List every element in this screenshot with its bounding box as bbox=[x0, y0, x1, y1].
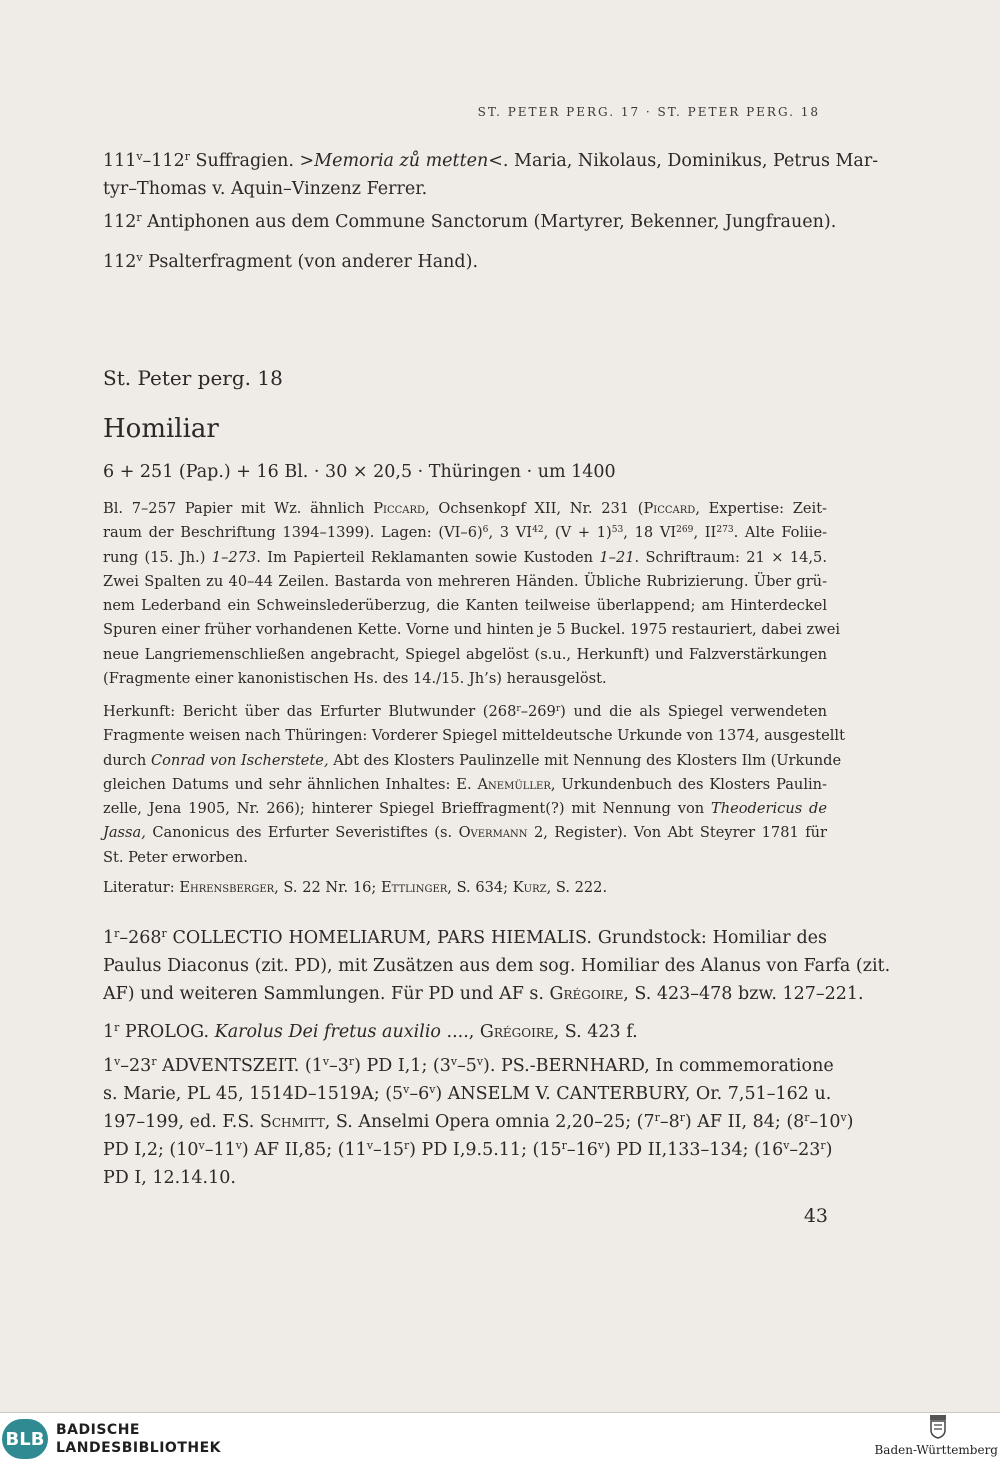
folio-superscript: v bbox=[429, 1083, 436, 1097]
folio-superscript: r bbox=[136, 211, 142, 225]
folio-superscript: r bbox=[804, 1111, 810, 1125]
folio-superscript: r bbox=[161, 927, 167, 941]
text-line: gleichen Datums und sehr ähnlichen Inhaltes: E. Anemüller, Urkundenbuch des Klosters Paulin- bbox=[103, 775, 827, 793]
folio-superscript: r bbox=[403, 1139, 410, 1153]
folio-superscript: v bbox=[136, 150, 143, 164]
folio-superscript: r bbox=[555, 704, 561, 715]
library-name-line1: BADISCHE bbox=[56, 1422, 140, 1438]
text-line: (Fragmente einer kanonistischen Hs. des 14./15. Jh’s) herausgelöst. bbox=[103, 670, 607, 688]
paragraph-p10 bbox=[103, 1052, 854, 1192]
text-line: 6 + 251 (Pap.) + 16 Bl. · 30 × 20,5 · Thüringen · um 1400 bbox=[103, 462, 616, 482]
text-line: 111$^v$–112$^r$ Suffragien. >Memoria zů metten<. Maria, Nikolaus, Dominikus, Petrus Mar- bbox=[103, 150, 879, 171]
manuscript-shelfmark: St. Peter perg. 18 bbox=[103, 366, 283, 390]
author-name: Piccard bbox=[373, 500, 426, 517]
folio-superscript: r bbox=[348, 1055, 355, 1069]
italic-text: Conrad von Ischerstete, bbox=[150, 751, 329, 769]
italic-text: Karolus Dei fretus auxilio bbox=[214, 1022, 441, 1042]
text-line: neue Langriemenschließen angebracht, Spiegel abgelöst (s.u., Herkunft) und Falzverstärkungen bbox=[103, 645, 827, 663]
blb-logo[interactable]: BLB bbox=[2, 1419, 48, 1459]
text-line: Literatur: Ehrensberger, S. 22 Nr. 16; Ettlinger, S. 634; Kurz, S. 222. bbox=[103, 879, 608, 896]
italic-text: Memoria zů metten bbox=[314, 151, 489, 171]
text-line: Spuren einer früher vorhandenen Kette. Vorne und hinten je 5 Buckel. 1975 restauriert, dabei zwei bbox=[103, 621, 841, 639]
text-line: Herkunft: Bericht über das Erfurter Blutwunder (268$^r$–269$^r$) und die als Spiegel verwendeten bbox=[103, 703, 828, 720]
author-name: Anemüller bbox=[477, 775, 551, 793]
author-name: Piccard bbox=[643, 500, 696, 517]
text-line: 1$^r$ PROLOG. Karolus Dei fretus auxilio ...., Grégoire, S. 423 f. bbox=[103, 1021, 638, 1042]
folio-superscript: r bbox=[561, 1139, 567, 1153]
folio-superscript: r bbox=[114, 927, 120, 941]
state-label: Baden-Württemberg bbox=[874, 1443, 998, 1457]
text-line: rung (15. Jh.) 1–273. Im Papierteil Reklamanten sowie Kustoden 1–21. Schriftraum: 21 × 14,5. bbox=[103, 548, 827, 566]
paragraph-p8 bbox=[103, 924, 891, 1008]
folio-superscript: r bbox=[820, 1139, 826, 1153]
folio-superscript: v bbox=[136, 251, 143, 265]
italic-text: 1–21 bbox=[599, 548, 635, 566]
text-line: 112$^r$ Antiphonen aus dem Commune Sanctorum (Martyrer, Bekenner, Jungfrauen). bbox=[103, 211, 837, 232]
text-line: durch Conrad von Ischerstete, Abt des Klosters Paulinzelle mit Nennung des Klosters Ilm (Urkunde bbox=[103, 751, 842, 769]
text-line: Bl. 7–257 Papier mit Wz. ähnlich Piccard, Ochsenkopf XII, Nr. 231 (Piccard, Expertise: Zeit- bbox=[103, 500, 827, 517]
text-line: 112$^v$ Psalterfragment (von anderer Hand). bbox=[103, 251, 479, 272]
text-line: Paulus Diaconus (zit. PD), mit Zusätzen aus dem sog. Homiliar des Alanus von Farfa (zit. bbox=[103, 956, 891, 976]
author-name: Ehrensberger bbox=[179, 879, 275, 896]
folio-superscript: 6 bbox=[482, 525, 489, 536]
folio-superscript: v bbox=[403, 1083, 410, 1097]
folio-superscript: v bbox=[198, 1139, 205, 1153]
text-line: raum der Beschriftung 1394–1399). Lagen: $(VI-6)^6$, 3 VI$^{42}$, $(V + 1)^{53}$, 18 VI$^{269}$, II$^{273}$. Alte Foliie- bbox=[103, 524, 828, 542]
text-line: s. Marie, PL 45, 1514D–1519A; (5$^v$–6$^v$) ANSELM V. CANTERBURY, Or. 7,51–162 u. bbox=[103, 1083, 832, 1104]
folio-superscript: 42 bbox=[532, 525, 544, 536]
folio-superscript: v bbox=[366, 1139, 373, 1153]
author-name: Grégoire bbox=[549, 984, 624, 1004]
manuscript-title: Homiliar bbox=[103, 414, 219, 444]
library-footer bbox=[0, 1412, 1000, 1465]
paragraph-p1 bbox=[103, 147, 879, 203]
folio-superscript: v bbox=[840, 1111, 847, 1125]
text-line: 197–199, ed. F.S. Schmitt, S. Anselmi Opera omnia 2,20–25; (7$^r$–8$^r$) AF II, 84; (8$^r$–10$^v$) bbox=[103, 1111, 854, 1132]
author-name: Kurz bbox=[512, 879, 547, 896]
folio-superscript: 273 bbox=[716, 525, 734, 536]
paragraph-p2 bbox=[103, 208, 837, 236]
author-name: Grégoire bbox=[479, 1022, 554, 1042]
folio-superscript: r bbox=[184, 150, 190, 164]
text-line: 1$^r$–268$^r$ COLLECTIO HOMELIARUM, PARS HIEMALIS. Grundstock: Homiliar des bbox=[103, 927, 827, 948]
running-head: ST. PETER PERG. 17 · ST. PETER PERG. 18 bbox=[477, 105, 820, 119]
folio-superscript: r bbox=[679, 1111, 685, 1125]
text-line: 1$^v$–23$^r$ ADVENTSZEIT. (1$^v$–3$^r$) PD I,1; (3$^v$–5$^v$). PS.-BERNHARD, In commemoratione bbox=[103, 1055, 834, 1076]
text-line: St. Peter erworben. bbox=[103, 848, 248, 866]
text-line: nem Lederband ein Schweinslederüberzug, die Kanten teilweise überlappend; am Hinterdeckel bbox=[103, 597, 827, 615]
page-number: 43 bbox=[803, 1205, 828, 1227]
italic-text: Theodericus de bbox=[710, 800, 828, 818]
text-line: PD I,2; (10$^v$–11$^v$) AF II,85; (11$^v$–15$^r$) PD I,9.5.11; (15$^r$–16$^v$) PD II,133–134; (16$^v$–23$^r$) bbox=[103, 1139, 833, 1160]
author-name: Schmitt bbox=[259, 1112, 325, 1132]
folio-superscript: 269 bbox=[676, 525, 694, 536]
text-line: Zwei Spalten zu 40–44 Zeilen. Bastarda von mehreren Händen. Übliche Rubrizierung. Über grü- bbox=[103, 572, 827, 590]
folio-superscript: v bbox=[235, 1139, 242, 1153]
paragraph-p3 bbox=[103, 248, 827, 276]
folio-superscript: v bbox=[597, 1139, 604, 1153]
coat-of-arms-icon bbox=[928, 1415, 948, 1439]
author-name: Ettlinger bbox=[380, 879, 448, 896]
text-line: tyr–Thomas v. Aquin–Vinzenz Ferrer. bbox=[103, 179, 428, 199]
folio-superscript: r bbox=[516, 704, 521, 715]
author-name: Overmann bbox=[458, 824, 528, 842]
library-name bbox=[56, 1421, 221, 1457]
folio-superscript: v bbox=[783, 1139, 790, 1153]
folio-superscript: r bbox=[151, 1055, 157, 1069]
text-line: Fragmente weisen nach Thüringen: Vorderer Spiegel mitteldeutsche Urkunde von 1374, ausgestellt bbox=[103, 727, 845, 745]
text-line: PD I, 12.14.10. bbox=[103, 1168, 236, 1188]
italic-text: Jassa, bbox=[103, 824, 146, 842]
folio-superscript: r bbox=[654, 1111, 660, 1125]
paragraph-p6 bbox=[103, 700, 845, 870]
folio-superscript: v bbox=[322, 1055, 329, 1069]
folio-superscript: v bbox=[476, 1055, 484, 1069]
paragraph-p7 bbox=[103, 876, 827, 900]
italic-text: 1–273 bbox=[211, 548, 257, 566]
folio-superscript: 53 bbox=[611, 525, 624, 536]
folio-superscript: v bbox=[114, 1055, 121, 1069]
folio-superscript: r bbox=[114, 1021, 120, 1035]
paragraph-p4 bbox=[103, 458, 827, 486]
paragraph-p5 bbox=[103, 497, 841, 691]
text-line: Jassa, Canonicus des Erfurter Severistiftes (s. Overmann 2, Register). Von Abt Steyrer 1781 für bbox=[103, 824, 827, 842]
paragraph-p9 bbox=[103, 1018, 827, 1046]
text-line: zelle, Jena 1905, Nr. 266); hinterer Spiegel Brieffragment(?) mit Nennung von Theodericus de bbox=[103, 800, 828, 818]
library-name-line2: LANDESBIBLIOTHEK bbox=[56, 1440, 222, 1456]
text-line: AF) und weiteren Sammlungen. Für PD und AF s. Grégoire, S. 423–478 bzw. 127–221. bbox=[103, 984, 864, 1004]
folio-superscript: v bbox=[450, 1055, 458, 1069]
